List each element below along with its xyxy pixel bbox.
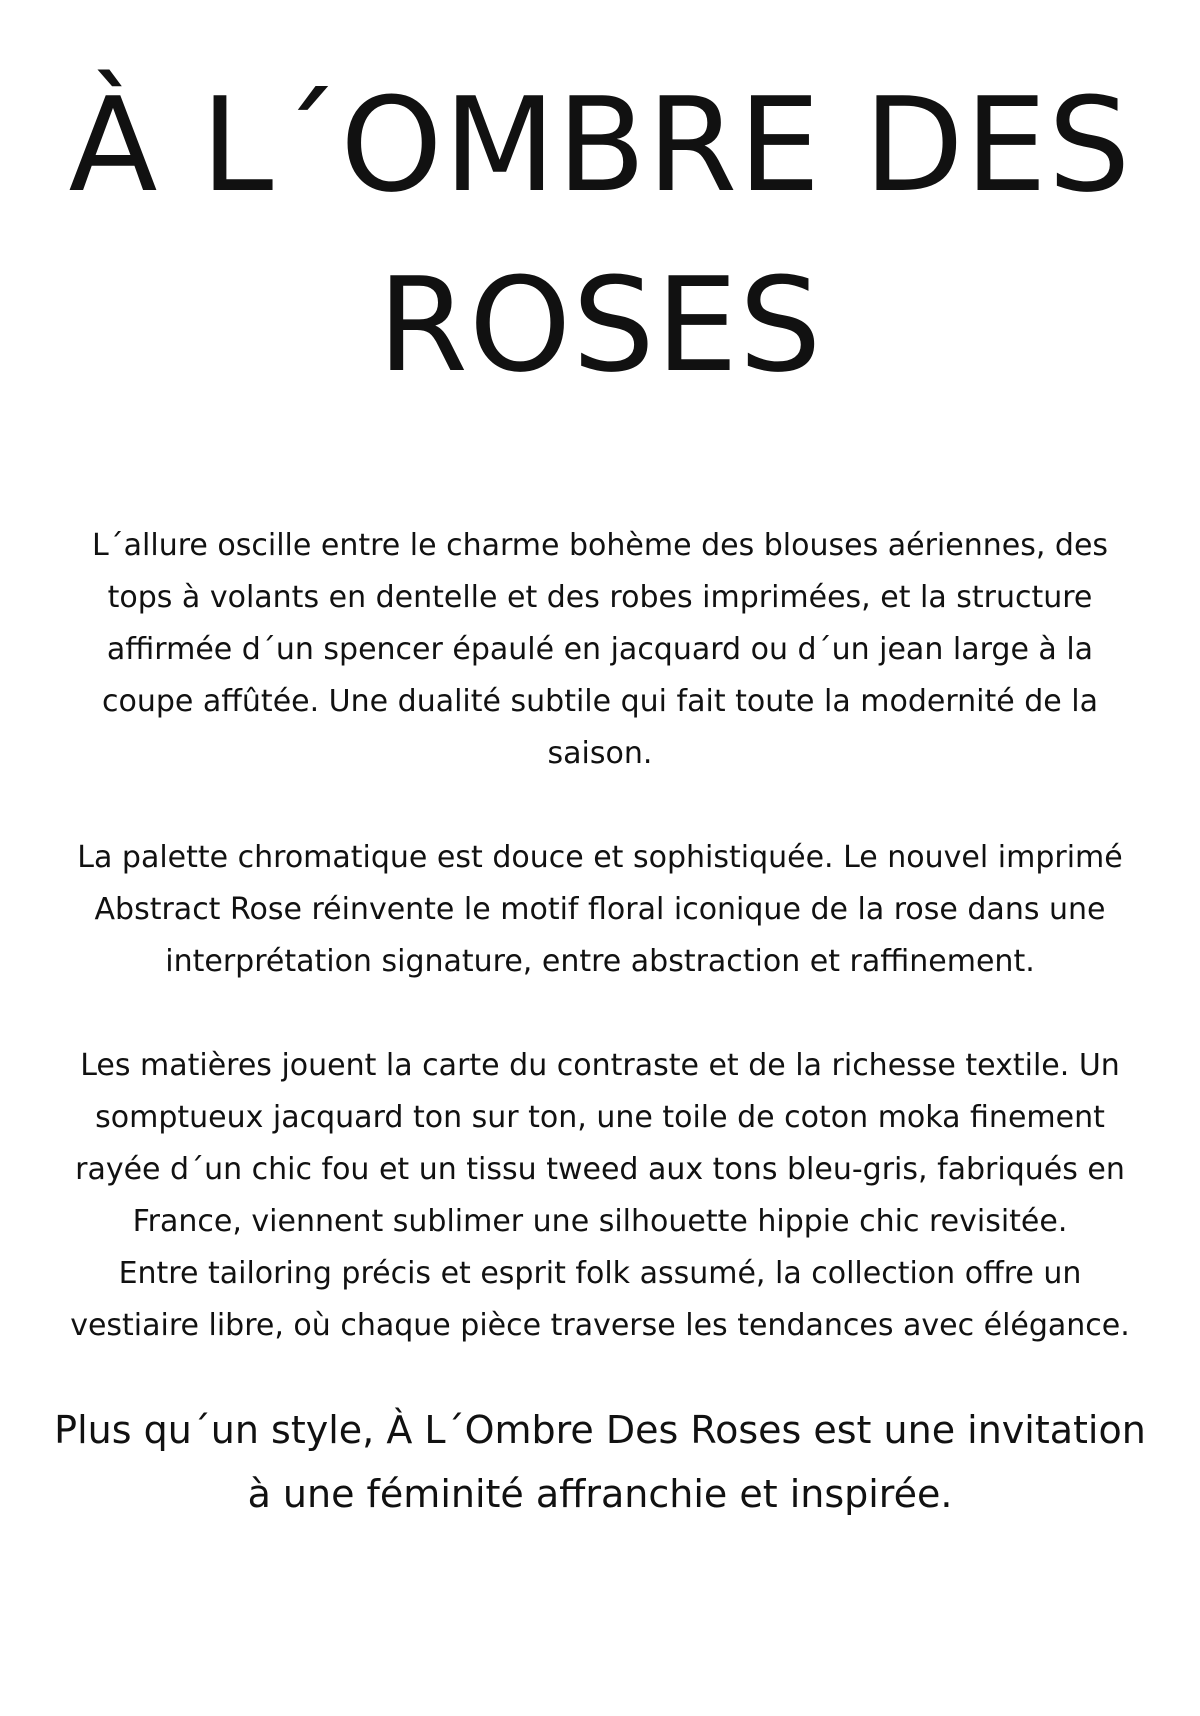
text-line: Les matières jouent la carte du contraste et de la richesse textile. Un bbox=[80, 1048, 1120, 1083]
text-line: affirmée d´un spencer épaulé en jacquard ou d´un jean large à la bbox=[106, 632, 1094, 667]
text-line: somptueux jacquard ton sur ton, une toile de coton moka finement bbox=[95, 1100, 1105, 1135]
title-line-1: À L´OMBRE DES bbox=[68, 69, 1132, 221]
text-line: interprétation signature, entre abstraction et raffinement. bbox=[165, 944, 1035, 979]
text-line: coupe affûtée. Une dualité subtile qui fait toute la modernité de la bbox=[101, 684, 1099, 719]
text-line: France, viennent sublimer une silhouette hippie chic revisitée. bbox=[132, 1204, 1068, 1239]
text-line: rayée d´un chic fou et un tissu tweed aux tons bleu-gris, fabriqués en bbox=[75, 1152, 1125, 1187]
text-line: tops à volants en dentelle et des robes imprimées, et la structure bbox=[107, 580, 1093, 615]
text-line: vestiaire libre, où chaque pièce traverse les tendances avec élégance. bbox=[70, 1308, 1130, 1343]
text-line: L´allure oscille entre le charme bohème des blouses aériennes, des bbox=[91, 528, 1109, 563]
text-line: Abstract Rose réinvente le motif floral iconique de la rose dans une bbox=[94, 892, 1106, 927]
paragraph-palette bbox=[40, 832, 1160, 988]
paragraph-allure bbox=[40, 520, 1160, 780]
text-line: saison. bbox=[547, 736, 653, 771]
document-title bbox=[40, 55, 1160, 415]
text-line: La palette chromatique est douce et sophistiquée. Le nouvel imprimé bbox=[77, 840, 1123, 875]
text-line: à une féminité affranchie et inspirée. bbox=[247, 1472, 953, 1516]
paragraph-matieres bbox=[40, 1040, 1160, 1352]
title-line-2: ROSES bbox=[377, 249, 823, 401]
closing-statement bbox=[40, 1398, 1160, 1526]
text-line: Plus qu´un style, À L´Ombre Des Roses est une invitation bbox=[54, 1408, 1146, 1452]
text-line: Entre tailoring précis et esprit folk assumé, la collection offre un bbox=[118, 1256, 1082, 1291]
